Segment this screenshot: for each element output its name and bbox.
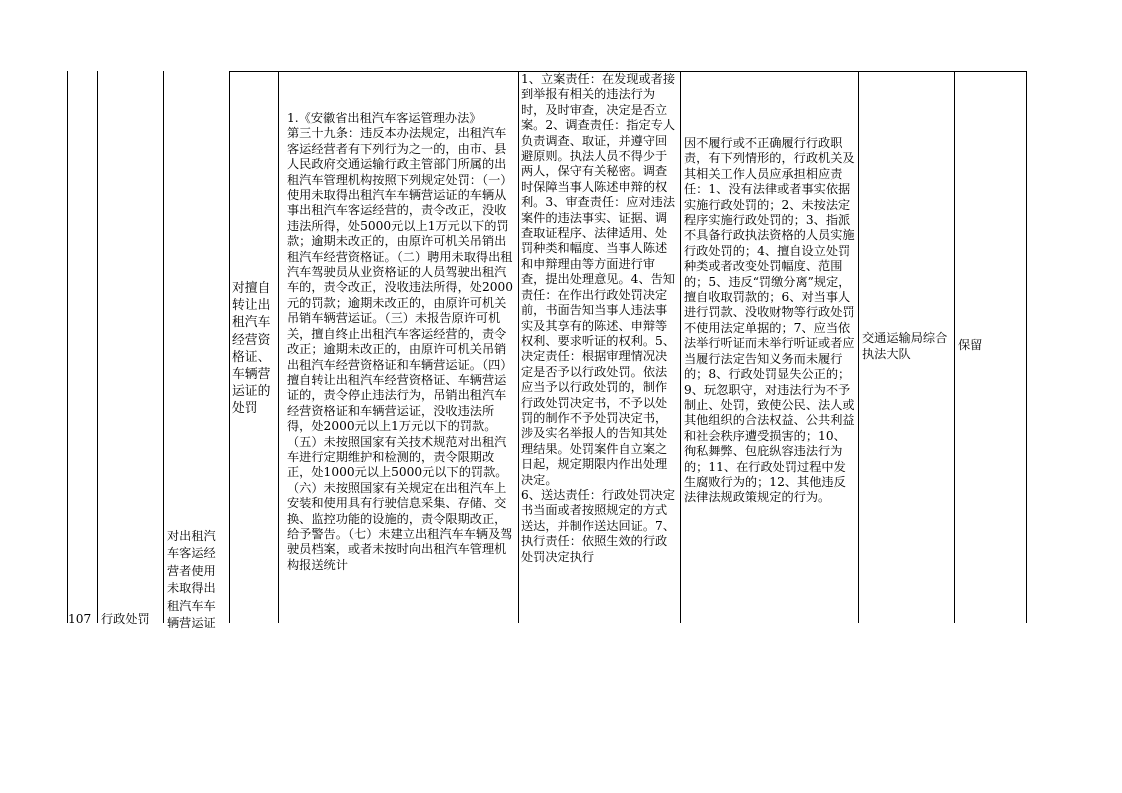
legal-basis: 1.《安徽省出租汽车客运管理办法》 第三十九条：违反本办法规定，出租汽车客运经营者有下列行为之一的，由市、县人民政府交通运输行政主管部门所属的出租汽车管理机构按照下列规定处罚：（一）使用未取得出租汽车车辆营运证的车辆从事出租汽车客运经营的，责令改正，没收违法所得，处5000元以上1万元以下的罚款；逾期未改正的，由原许可机关吊销出租汽车经营资格证。（二）聘用未取得出租汽车驾驶员从业资格证的人员驾驶出租汽车的，责令改正，没收违法所得，处2000元的罚款；逾期未改正的，由原许可机关吊销车辆营运证。（三）未报告原许可机关，擅自终止出租汽车客运经营的，责令改正；逾期未改正的，由原许可机关吊销出租汽车经营资格证和车辆营运证。（四）擅自转让出租汽车经营资格证、车辆营运证的，责令停止违法行为，吊销出租汽车经营资格证和车辆营运证，没收违法所得，处2000元以上1万元以下的罚款。（五）未按照国家有关技术规范对出租汽车进行定期维护和检测的，责令限期改正，处1000元以上5000元以下的罚款。（六）未按照国家有关规定在出租汽车上安装和使用具有行驶信息采集、存储、交换、监控功能的设施的，责令限期改正，给予警告。（七）未建立出租汽车车辆及驾驶员档案，或者未按时向出租汽车管理机构报送统计 — [287, 111, 514, 572]
column-border — [67, 71, 68, 623]
remark: 保留 — [958, 338, 983, 352]
column-border — [163, 71, 164, 623]
column-border — [680, 71, 681, 623]
column-border — [229, 71, 230, 623]
column-border — [518, 71, 519, 623]
power-category: 行政处罚 — [101, 612, 150, 626]
column-border — [1026, 71, 1027, 623]
sub-item-name: 对擅自转让出租汽车经营资格证、车辆营运证的处罚 — [232, 281, 271, 417]
column-border — [97, 71, 98, 623]
item-name: 对出租汽车客运经营者使用未取得出租汽车车辆营运证 — [167, 529, 216, 631]
column-border — [954, 71, 955, 623]
column-border — [278, 71, 279, 623]
accountability-cases: 因不履行或不正确履行行政职责，有下列情形的，行政机关及其相关工作人员应承担相应责任：1、没有法律或者事实依据实施行政处罚的；2、未按法定程序实施行政处罚的；3、指派不具备行政执法资格的人员实施行政处罚的；4、擅自设立处罚种类或者改变处罚幅度、范围的；5、违反“罚缴分离”规定，擅自收取罚款的；6、对当事人进行罚款、没收财物等行政处罚不使用法定单据的；7、应当依法举行听证而未举行听证或者应当履行法定告知义务而未履行的；8、行政处罚显失公正的；9、玩忽职守，对违法行为不予制止、处罚，致使公民、法人或其他组织的合法权益、公共利益和社会秩序遭受损害的；10、徇私舞弊、包庇纵容违法行为的；11、在行政处罚过程中发生腐败行为的；12、其他违反法律法规政策规定的行为。 — [684, 136, 855, 505]
sequence-number: 107 — [68, 612, 92, 626]
column-border — [858, 71, 859, 623]
responsibility-items: 1、立案责任：在发现或者接到举报有相关的违法行为时，及时审查，决定是否立案。2、调查责任：指定专人负责调查、取证，并遵守回避原则。执法人员不得少于两人，保守有关秘密。调查时保障当事人陈述申辩的权利。3、审查责任：应对违法案件的违法事实、证据、调查取证程序、法律适用、处罚种类和幅度、当事人陈述和申辩理由等方面进行审查，提出处理意见。4、告知责任：在作出行政处罚决定前，书面告知当事人违法事实及其享有的陈述、申辩等权利、要求听证的权利。5、决定责任：根据审理情况决定是否予以行政处罚。依法应当予以行政处罚的，制作行政处罚决定书，不予以处罚的制作不予处罚决定书，涉及实名举报人的告知其处理结果。处罚案件自立案之日起，规定期限内作出处理决定。 6、送达责任：行政处罚决定书当面或者按照规定的方式送达，并制作送达回证。7、执行责任：依照生效的行政处罚决定执行 — [521, 72, 676, 564]
responsible-department: 交通运输局综合执法大队 — [862, 331, 948, 361]
